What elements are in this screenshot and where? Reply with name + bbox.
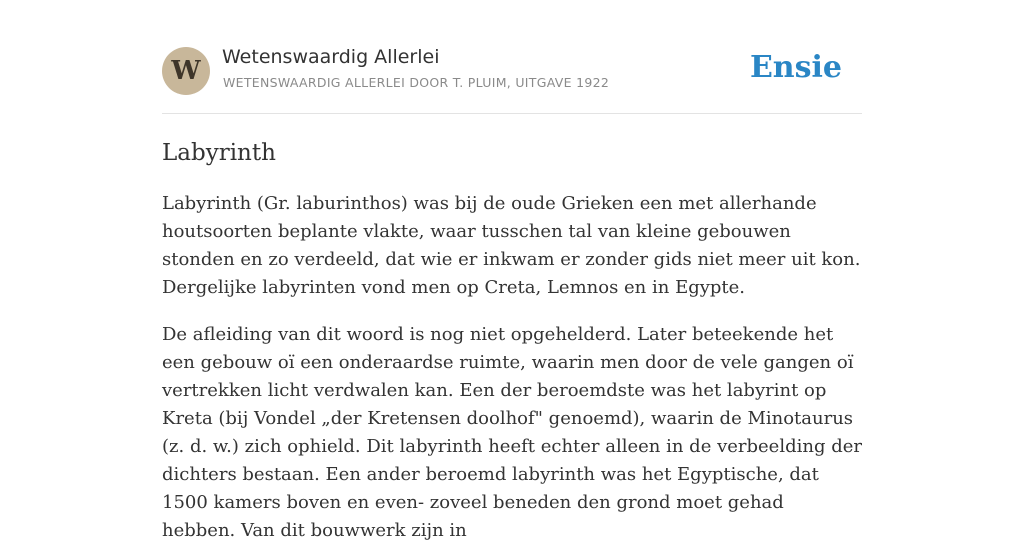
ensie-logo-link[interactable]: Ensie bbox=[749, 50, 842, 85]
entry-paragraph-1: Labyrinth (Gr. laburinthos) was bij de oude Grieken een met allerhande houtsoorten beplante vlakte, waar tusschen tal van kleine gebouwen stonden en zo verdeeld, dat wie er inkwam er zonder gids niet meer uit kon. Dergelijke labyrinten vond men op Creta, Lemnos en in Egypte. bbox=[162, 193, 861, 298]
entry-paragraph-2: De afleiding van dit woord is nog niet opgehelderd. Later beteekende het een gebouw oï een onderaardse ruimte, waarin men door de vele gangen oï vertrekken licht verdwalen kan. Een der beroemdste was het labyrint op Kreta (bij Vondel „der Kretensen doolhof" genoemd), waarin de Minotaurus (z. d. w.) zich ophield. Dit labyrinth heeft echter alleen in de verbeelding der dichters bestaan. Een ander beroemd labyrinth was het Egyptische, dat 1500 kamers boven en even- zoveel beneden den grond moet gehad hebben. Van dit bouwwerk zijn in bbox=[162, 324, 862, 541]
source-title-link[interactable]: Wetenswaardig Allerlei bbox=[222, 46, 440, 68]
source-subtitle: WETENSWAARDIG ALLERLEI DOOR T. PLUIM, UITGAVE 1922 bbox=[223, 75, 610, 90]
source-avatar[interactable]: W bbox=[162, 47, 210, 95]
entry-title: Labyrinth bbox=[162, 140, 276, 166]
source-header bbox=[162, 0, 862, 114]
entry-container bbox=[162, 0, 862, 545]
